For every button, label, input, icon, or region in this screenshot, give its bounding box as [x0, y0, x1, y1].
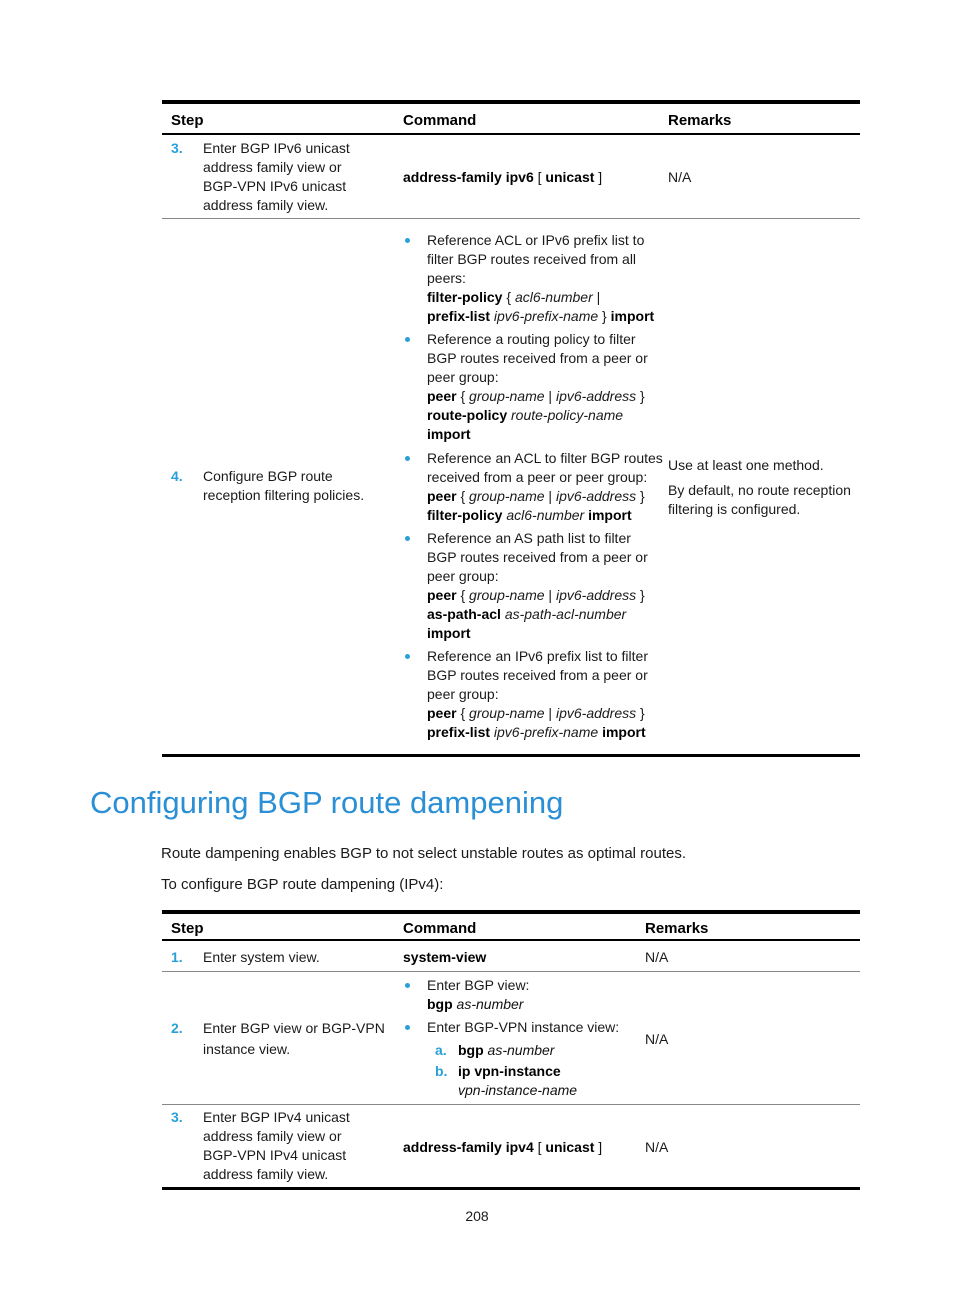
command-line — [427, 605, 648, 624]
command-keyword: import — [427, 426, 471, 442]
command-argument: ipv6-prefix-name — [493, 724, 599, 740]
command-argument: as-number — [487, 1042, 555, 1058]
command-argument: group-name — [469, 388, 545, 404]
command-keyword: bgp — [427, 996, 453, 1012]
command-text — [458, 1041, 554, 1060]
command-symbol: | — [544, 705, 556, 721]
table-top-rule — [162, 910, 860, 914]
command-line — [427, 406, 648, 425]
command-keyword: ip vpn-instance — [458, 1063, 561, 1079]
bullet-description-line: peer group: — [427, 686, 499, 702]
remarks-text: N/A — [645, 949, 669, 965]
step-line: BGP-VPN IPv6 unicast — [203, 178, 347, 194]
step-line: Enter BGP IPv4 unicast — [203, 1109, 350, 1125]
header-step: Step — [171, 920, 204, 937]
command-keyword: address-family ipv6 — [403, 169, 534, 185]
step-line: address family view. — [203, 1166, 329, 1182]
command-line — [427, 387, 648, 406]
row-divider — [162, 218, 860, 219]
row-divider — [162, 1104, 860, 1105]
step-description: Enter system view. — [203, 949, 320, 965]
bullet-description-line: BGP routes received from a peer or — [427, 549, 648, 565]
step-line: Configure BGP route — [203, 468, 333, 484]
header-command: Command — [403, 112, 477, 129]
command-symbol: { — [456, 705, 470, 721]
command-symbol: | — [544, 488, 556, 504]
step-line: address family view or — [203, 1128, 342, 1144]
remarks-text — [668, 456, 851, 519]
command-keyword: peer — [427, 488, 457, 504]
command-keyword: address-family ipv4 — [403, 1139, 534, 1155]
remarks-line: Use at least one method. — [668, 457, 824, 473]
bullet-description: Enter BGP view: — [427, 977, 530, 993]
step-number: 4. — [171, 468, 183, 484]
command-symbol: } — [636, 388, 645, 404]
command-keyword: peer — [427, 587, 457, 603]
command-keyword: unicast — [545, 169, 595, 185]
bullet-description-line: received from a peer or peer group: — [427, 469, 648, 485]
intro-paragraph: Route dampening enables BGP to not select unstable routes as optimal routes. — [161, 845, 687, 862]
table-bottom-rule — [162, 1187, 860, 1190]
command-symbol: } — [636, 488, 645, 504]
command-keyword: route-policy — [427, 407, 508, 423]
command-keyword: peer — [427, 388, 457, 404]
command-symbol: { — [456, 488, 470, 504]
bullet-description-line: Reference ACL or IPv6 prefix list to — [427, 232, 645, 248]
remarks-line: By default, no route reception — [668, 482, 851, 498]
step-number: 2. — [171, 1020, 183, 1036]
header-command: Command — [403, 920, 477, 937]
command-keyword: import — [427, 625, 471, 641]
section-heading: Configuring BGP route dampening — [90, 785, 564, 820]
command-keyword: import — [588, 507, 632, 523]
substep-label: b. — [435, 1063, 448, 1079]
command-symbol: { — [502, 289, 515, 305]
step-number: 3. — [171, 140, 183, 156]
bullet-description-line: peer group: — [427, 369, 499, 385]
header-step: Step — [171, 112, 204, 129]
command-argument: acl6-number — [506, 507, 585, 523]
command-keyword: bgp — [458, 1042, 484, 1058]
command-text — [427, 995, 523, 1014]
step-line: address family view or — [203, 159, 342, 175]
bullet-description: Enter BGP-VPN instance view: — [427, 1019, 620, 1035]
command-argument: ipv6-address — [555, 488, 637, 504]
command-argument: acl6-number — [514, 289, 593, 305]
page-number: 208 — [465, 1208, 489, 1224]
step-number: 3. — [171, 1109, 183, 1125]
command-argument: vpn-instance-name — [458, 1082, 578, 1098]
header-remarks: Remarks — [668, 112, 732, 129]
command-argument: ipv6-address — [555, 587, 637, 603]
command-keyword: peer — [427, 705, 457, 721]
command-line — [427, 586, 648, 605]
command-argument: group-name — [469, 587, 545, 603]
command-symbol: } — [636, 705, 645, 721]
step-description — [203, 467, 364, 505]
command-line — [427, 723, 648, 742]
command-argument: ipv6-address — [555, 705, 637, 721]
bullet-description-line: Reference an IPv6 prefix list to filter — [427, 648, 648, 664]
bullet-icon — [405, 536, 410, 541]
command-keyword: prefix-list — [427, 308, 491, 324]
bullet-description-line: peer group: — [427, 568, 499, 584]
remarks-text: N/A — [668, 169, 692, 185]
command-symbol: } — [636, 587, 645, 603]
bullet-item — [427, 330, 648, 444]
bullet-description-line: BGP routes received from a peer or — [427, 667, 648, 683]
command-text: system-view — [403, 949, 487, 965]
command-argument: route-policy-name — [511, 407, 624, 423]
header-rule — [162, 939, 860, 941]
bullet-icon — [405, 983, 410, 988]
command-line — [427, 288, 654, 307]
command-symbol: [ — [533, 1139, 546, 1155]
bullet-icon — [405, 654, 410, 659]
command-symbol: { — [456, 388, 470, 404]
command-symbol: { — [456, 587, 470, 603]
command-keyword: as-path-acl — [427, 606, 501, 622]
command-keyword: filter-policy — [427, 507, 503, 523]
remarks-text: N/A — [645, 1031, 669, 1047]
command-symbol: ] — [594, 169, 603, 185]
substep-label: a. — [435, 1042, 447, 1058]
command-keyword: unicast — [545, 1139, 595, 1155]
header-rule — [162, 133, 860, 135]
command-keyword: prefix-list — [427, 724, 491, 740]
bullet-description-line: BGP routes received from a peer or — [427, 350, 648, 366]
step-description — [203, 139, 350, 215]
command-line — [427, 506, 663, 525]
bullet-description-line: Reference a routing policy to filter — [427, 331, 636, 347]
command-argument: ipv6-prefix-name — [493, 308, 599, 324]
bullet-item — [427, 647, 648, 742]
command-argument: as-path-acl-number — [504, 606, 627, 622]
command-argument: as-number — [456, 996, 524, 1012]
bullet-description-line: Reference an ACL to filter BGP routes — [427, 450, 663, 466]
bullet-item — [427, 231, 654, 326]
command-keyword: import — [610, 308, 655, 324]
step-description — [203, 1108, 350, 1184]
step-line: Enter BGP view or BGP-VPN — [203, 1020, 385, 1036]
command-keyword: filter-policy — [427, 289, 503, 305]
table-top-rule — [162, 100, 860, 104]
command-argument: ipv6-address — [555, 388, 637, 404]
step-line: address family view. — [203, 197, 329, 213]
step-description — [203, 1019, 385, 1059]
bullet-icon — [405, 456, 410, 461]
bullet-icon — [405, 337, 410, 342]
command-line — [427, 425, 648, 444]
remarks-text: N/A — [645, 1139, 669, 1155]
command-argument: group-name — [469, 488, 545, 504]
command-symbol: | — [544, 587, 556, 603]
row-divider — [162, 971, 860, 972]
command-symbol: | — [544, 388, 556, 404]
step-line: reception filtering policies. — [203, 487, 365, 503]
remarks-line: filtering is configured. — [668, 501, 801, 517]
command-line — [427, 307, 654, 326]
command-symbol: | — [592, 289, 601, 305]
command-text — [403, 1138, 602, 1157]
bullet-description-line: peers: — [427, 270, 466, 286]
command-keyword: import — [602, 724, 646, 740]
header-remarks: Remarks — [645, 920, 709, 937]
bullet-item — [427, 449, 663, 525]
command-argument: group-name — [469, 705, 545, 721]
command-symbol: ] — [594, 1139, 603, 1155]
step-line: instance view. — [203, 1041, 291, 1057]
step-line: Enter BGP IPv6 unicast — [203, 140, 350, 156]
step-line: BGP-VPN IPv4 unicast — [203, 1147, 347, 1163]
procedure-intro: To configure BGP route dampening (IPv4): — [161, 876, 444, 893]
command-line — [427, 487, 663, 506]
bullet-description-line: filter BGP routes received from all — [427, 251, 637, 267]
command-symbol: } — [598, 308, 611, 324]
command-line — [427, 624, 648, 643]
bullet-item — [427, 529, 648, 643]
command-text — [403, 168, 602, 187]
table-bottom-rule — [162, 754, 860, 757]
step-number: 1. — [171, 949, 183, 965]
bullet-icon — [405, 238, 410, 243]
command-line — [427, 704, 648, 723]
bullet-description-line: Reference an AS path list to filter — [427, 530, 631, 546]
command-symbol: [ — [533, 169, 546, 185]
bullet-icon — [405, 1025, 410, 1030]
